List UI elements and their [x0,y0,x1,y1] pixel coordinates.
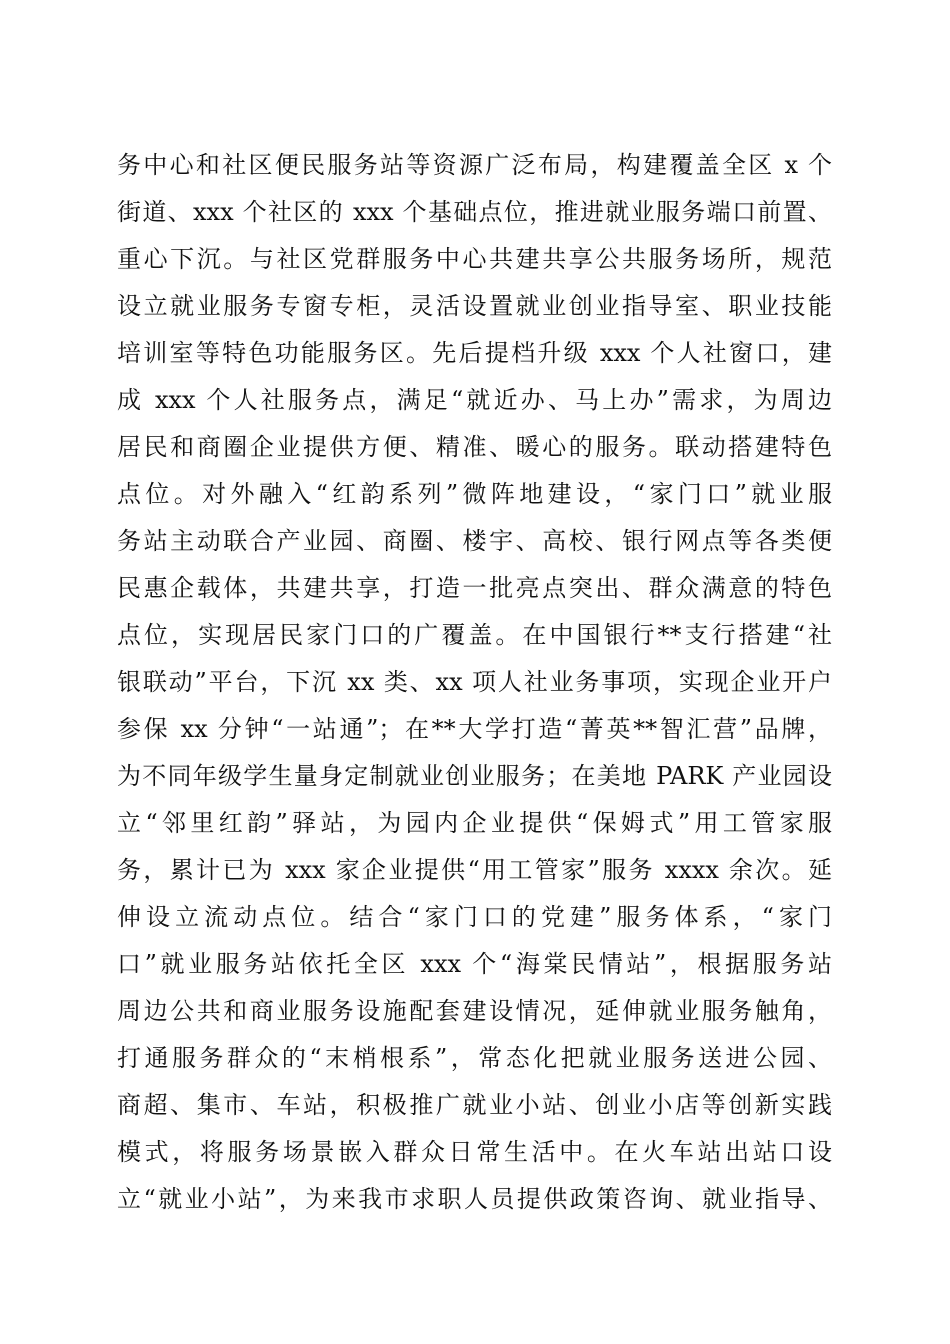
text-line: 参保 xx 分钟“一站通”；在**大学打造“菁英**智汇营”品牌， [117,715,832,743]
text-line: 务，累计已为 xxx 家企业提供“用工管家”服务 xxxx 余次。延 [117,856,832,884]
text-line: 立“就业小站”，为来我市求职人员提供政策咨询、就业指导、 [117,1185,832,1213]
text-line: 银联动”平台，下沉 xx 类、xx 项人社业务事项，实现企业开户 [117,668,832,696]
text-line: 打通服务群众的“末梢根系”，常态化把就业服务送进公园、 [117,1044,832,1072]
text-line: 商超、集市、车站，积极推广就业小站、创业小店等创新实践 [117,1091,832,1119]
text-line: 点位。对外融入“红韵系列”微阵地建设，“家门口”就业服 [117,480,832,508]
text-line: 模式，将服务场景嵌入群众日常生活中。在火车站出站口设 [117,1138,832,1166]
text-line: 培训室等特色功能服务区。先后提档升级 xxx 个人社窗口，建 [117,339,832,367]
text-line: 重心下沉。与社区党群服务中心共建共享公共服务场所，规范 [117,245,832,273]
text-line: 设立就业服务专窗专柜，灵活设置就业创业指导室、职业技能 [117,292,832,320]
text-line: 周边公共和商业服务设施配套建设情况，延伸就业服务触角， [117,997,832,1025]
text-line: 口”就业服务站依托全区 xxx 个“海棠民情站”，根据服务站 [117,950,832,978]
text-line: 立“邻里红韵”驿站，为园内企业提供“保姆式”用工管家服 [117,809,832,837]
text-line: 伸设立流动点位。结合“家门口的党建”服务体系，“家门 [117,903,832,931]
text-line: 务站主动联合产业园、商圈、楼宇、高校、银行网点等各类便 [117,527,832,555]
text-line: 务中心和社区便民服务站等资源广泛布局，构建覆盖全区 x 个 [117,151,832,179]
text-line: 点位，实现居民家门口的广覆盖。在中国银行**支行搭建“社 [117,621,832,649]
text-line: 为不同年级学生量身定制就业创业服务；在美地 PARK 产业园设 [117,762,832,790]
text-line: 成 xxx 个人社服务点，满足“就近办、马上办”需求，为周边 [117,386,832,414]
text-line: 居民和商圈企业提供方便、精准、暖心的服务。联动搭建特色 [117,433,832,461]
text-line: 民惠企载体，共建共享，打造一批亮点突出、群众满意的特色 [117,574,832,602]
body-paragraph [117,142,832,1223]
text-line: 街道、xxx 个社区的 xxx 个基础点位，推进就业服务端口前置、 [117,198,832,226]
